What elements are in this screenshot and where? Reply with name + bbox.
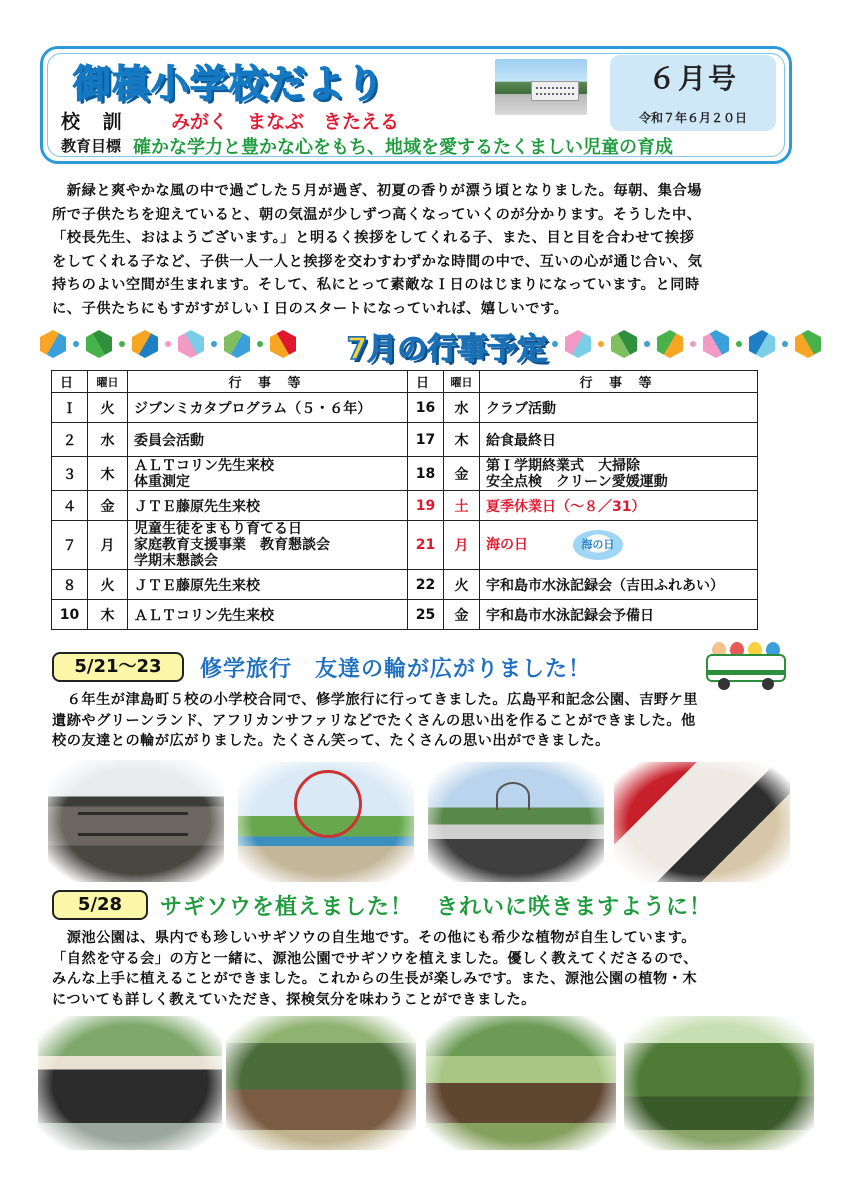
school-building-photo [495,59,587,115]
table-row [52,457,758,491]
event-weekday: 火 [444,570,480,600]
photo-greenland [238,762,414,882]
event-day: 25 [408,600,444,630]
newsletter-title: 御槙小学校だより [73,62,386,106]
motto-label: 校 訓 [61,111,130,133]
intro-line: 所で子供たちを迎えていると、朝の気温が少しずつ高くなっていくのが分かります。そうした中、 [52,206,702,223]
event-text [128,457,408,491]
event-day: 19 [408,491,444,521]
event-line: 家庭教育支援事業 教育懇談会 [134,537,330,553]
event-day: 21 [408,521,444,570]
event-weekday: 月 [444,521,480,570]
photo-planting-group [226,1016,416,1150]
event-weekday: 木 [444,423,480,457]
header-day: 日 [52,371,88,393]
event-text: ジブンミカタプログラム（５・６年） [128,393,408,423]
event-text: 委員会活動 [128,423,408,457]
goal-label: 教育目標 [61,137,122,155]
table-header-row [52,371,758,393]
photo-watchtower [48,760,224,882]
planting-report [52,928,802,1010]
event-day: ８ [52,570,88,600]
event-weekday: 木 [88,457,128,491]
hexagon-decoration-left [40,330,296,358]
schedule-banner [40,324,840,368]
event-text: 宇和島市水泳記録会（吉田ふれあい） [480,570,758,600]
event-text: ＪＴＥ藤原先生来校 [128,570,408,600]
photo-park-exploration [624,1016,814,1150]
header-event: 行 事 等 [128,371,408,393]
event-line: 第Ｉ学期終業式 大掃除 [486,457,640,474]
event-text: 給食最終日 [480,423,758,457]
planting-line: みんな上手に植えることができました。これからの生長が楽しみです。また、源池公園の植物・木 [52,971,698,987]
event-line: 海の日 [486,537,528,553]
planting-line: についても詳しく教えていただき、探検気分を味わうことができました。 [52,991,536,1008]
trip-report [52,690,802,752]
event-weekday: 金 [88,491,128,521]
event-text [128,521,408,570]
issue-box [610,55,776,131]
issue-number: ６月号 [647,62,738,95]
education-goal: 確かな学力と豊かな心をもち、地域を愛するたくましい児童の育成 [133,137,673,158]
event-weekday: 月 [88,521,128,570]
trip-line: 遺跡やグリーンランド、アフリカンサファリなどでたくさんの思い出を作ることができました。他 [52,712,696,729]
table-row [52,600,758,630]
event-text [480,521,758,570]
header-weekday: 曜日 [444,371,480,393]
trip-title: 修学旅行 友達の輪が広がりました！ [200,657,592,682]
event-day: 22 [408,570,444,600]
event-weekday: 火 [88,393,128,423]
intro-line: 「校長先生、おはようございます。」と明るく挨拶をしてくれる子、また、目と目を合わせて挨拶 [52,230,695,247]
event-line: 学期末懇談会 [134,553,218,569]
header-day: 日 [408,371,444,393]
table-row [52,491,758,521]
event-weekday: 木 [88,600,128,630]
event-text: ＪＴＥ藤原先生来校 [128,491,408,521]
intro-line: をしてくれる子など、子供一人一人と挨拶を交わすわずかな時間の中で、互いの心が通じ合い、気 [52,253,703,270]
event-text: 夏季休業日（～８／31） [480,491,758,521]
event-day: 16 [408,393,444,423]
event-day: ３ [52,457,88,491]
event-line: 体重測定 [134,473,190,490]
event-weekday: 金 [444,600,480,630]
planting-date-chip: 5/28 [52,890,148,920]
table-row [52,521,758,570]
event-weekday: 水 [444,393,480,423]
photo-planting-instruction [426,1016,616,1150]
school-motto: みがく まなぶ きたえる [171,111,400,133]
bus-icon [706,640,786,688]
trip-line: ６年生が津島町５校の小学校合同で、修学旅行に行ってきました。広島平和記念公園、吉野ケ里 [52,692,698,708]
table-row [52,393,758,423]
table-row [52,423,758,457]
trip-date-chip: 5/21～23 [52,652,184,682]
header-event: 行 事 等 [480,371,758,393]
principal-message [52,180,802,322]
issue-date: 令和７年６月２０日 [638,111,747,125]
event-weekday: 土 [444,491,480,521]
event-line: 安全点検 クリーン愛媛運動 [486,473,668,490]
event-line: 児童生徒をまもり育てる日 [134,521,302,537]
event-line: ＡＬＴコリン先生来校 [134,457,274,474]
event-day: 18 [408,457,444,491]
event-weekday: 水 [88,423,128,457]
event-text: クラブ活動 [480,393,758,423]
event-day: Ｉ [52,393,88,423]
intro-line: 新緑と爽やかな風の中で過ごした５月が過ぎ、初夏の香りが漂う頃となりました。毎朝、集合場 [52,183,703,199]
event-day: ７ [52,521,88,570]
intro-line: に、子供たちにもすがすがしいＩ日のスタートになっていれば、嬉しいです。 [52,300,569,317]
event-text: ＡＬＴコリン先生来校 [128,600,408,630]
event-day: ４ [52,491,88,521]
table-row [52,570,758,600]
photo-peace-park [428,762,604,882]
header-weekday: 曜日 [88,371,128,393]
planting-line: 「自然を守る会」の方と一緒に、源池公園でサギソウを植えました。優しく教えてくださるので、 [52,950,698,967]
july-schedule-table [51,370,758,630]
trip-line: 校の友達との輪が広がりました。たくさん笑って、たくさんの思い出ができました。 [52,733,610,749]
hexagon-decoration-right [552,330,821,358]
schedule-title: 7月の行事予定 [346,332,548,367]
planting-title: サギソウを植えました！ きれいに咲きますように！ [160,895,713,920]
sea-day-badge-icon: 海の日 [573,530,623,560]
event-weekday: 金 [444,457,480,491]
event-day: ２ [52,423,88,457]
event-day: 10 [52,600,88,630]
event-day: 17 [408,423,444,457]
masthead [40,46,792,164]
planting-line: 源池公園は、県内でも珍しいサギソウの自生地です。その他にも希少な植物が自生しています。 [52,930,696,946]
event-text: 宇和島市水泳記録会予備日 [480,600,758,630]
photo-students-with-plants [38,1016,222,1150]
event-text [480,457,758,491]
intro-line: 持ちのよい空間が生まれます。そして、私にとって素敵なＩ日のはじまりになっています。と同時 [52,277,700,294]
event-weekday: 火 [88,570,128,600]
photo-dinner [614,762,790,882]
